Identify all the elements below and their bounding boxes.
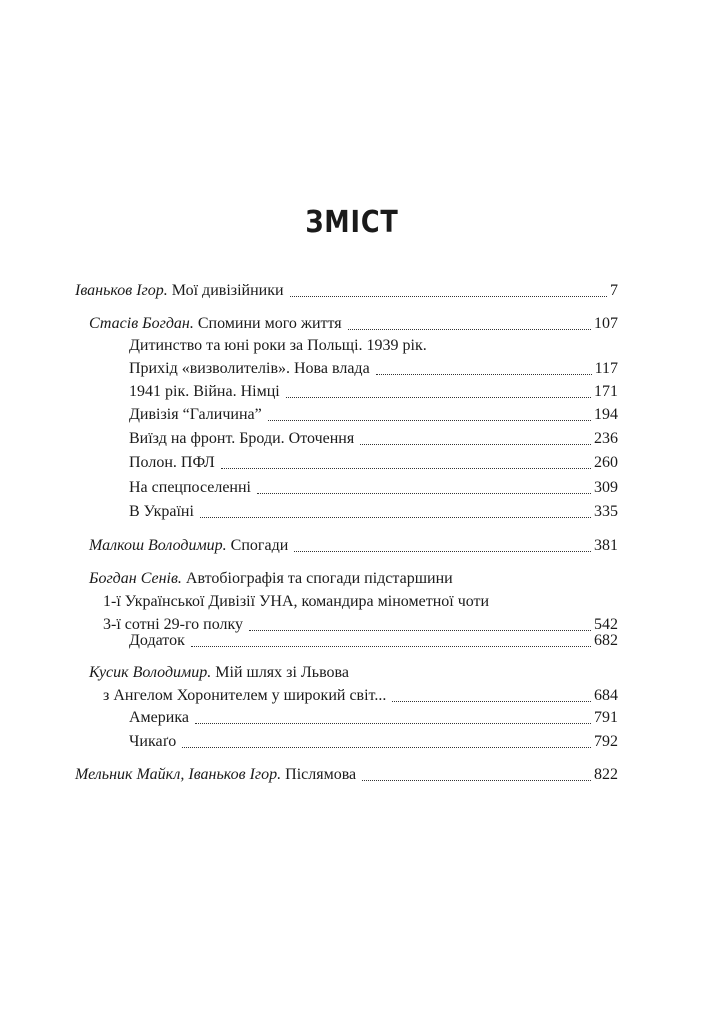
toc-line-text [129,380,280,404]
toc-line-text [103,590,489,614]
toc-title: Додаток [129,632,185,649]
dot-leader [362,763,591,781]
page-number: 335 [594,503,618,520]
toc-author: Мельник Майкл, Іваньков Ігор. [75,766,282,783]
page-number: 7 [610,282,618,299]
page-number: 309 [594,479,618,496]
toc-author: Богдан Сенів. [89,570,182,587]
toc-line-text [129,334,427,358]
toc-line-text [129,357,370,381]
page-number: 381 [594,537,618,554]
toc-entry [89,567,618,636]
toc-title: На спецпоселенні [129,479,251,496]
toc-entry [129,334,618,380]
toc-entry [89,534,618,557]
toc-line-text [75,279,284,303]
toc-entry [129,451,618,474]
toc-line [89,661,618,685]
toc-entry [129,427,618,450]
dot-leader [221,451,591,469]
toc-title: Виїзд на фронт. Броди. Оточення [129,430,355,447]
toc-line-text [129,500,194,524]
toc-line-text [129,730,176,754]
toc-line [129,380,618,404]
toc-title: Америка [129,709,189,726]
toc-title: Полон. ПФЛ [129,454,215,471]
toc-entry [75,279,618,302]
toc-line [75,279,618,303]
toc-line [89,567,618,591]
toc-title: Спогади [230,537,289,554]
toc-author: Стасів Богдан. [89,315,194,332]
toc-line [129,451,618,475]
toc-author: Малкош Володимир. [89,537,227,554]
toc-entry [129,730,618,753]
toc-line-text [103,684,386,708]
toc-entry [129,380,618,403]
toc-title: Спомини мого життя [197,315,342,332]
toc-line [129,730,618,754]
toc-line-text [129,706,189,730]
toc-line [75,763,618,787]
toc-line [129,403,618,427]
page-number: 792 [594,733,618,750]
toc-line [129,500,618,524]
toc-line [103,590,618,614]
toc-title: Дивізія “Галичина” [129,406,262,423]
toc-line-text [129,427,354,451]
dot-leader [200,500,591,518]
toc-line-text [129,629,185,653]
toc-line [129,476,618,500]
dot-leader [290,279,607,297]
page-title: ЗМІСТ [305,205,399,240]
toc-entry [129,500,618,523]
page-number: 171 [594,383,618,400]
toc-line [129,427,618,451]
toc-line-text [129,451,215,475]
dot-leader [376,357,592,375]
toc-entry [75,763,618,786]
toc-line-text [75,763,356,787]
toc-title: Мій шлях зі Львова [215,664,349,681]
toc-line-text [89,661,349,685]
toc-entry [129,629,618,652]
toc-line [103,684,618,708]
dot-leader [257,476,591,494]
toc-line [129,629,618,653]
page-number: 194 [594,406,618,423]
dot-leader [294,534,591,552]
toc-title: Прихід «визволителів». Нова влада [129,360,370,377]
toc-entry [89,661,618,707]
toc-line [89,534,618,558]
page-number: 260 [594,454,618,471]
toc-author: Кусик Володимир. [89,664,212,681]
page-number: 682 [594,632,618,649]
toc-title: Мої дивізійники [171,282,284,299]
toc-title: В Україні [129,503,194,520]
toc-entry [129,476,618,499]
dot-leader [195,706,591,724]
toc-line [129,334,618,358]
dot-leader [268,403,591,421]
toc-line-text [89,312,342,336]
toc-title: Післямова [285,766,357,783]
toc-line [89,312,618,336]
toc-title: 1-ї Української Дивізії УНА, командира мінометної чоти [103,593,490,610]
toc-line [129,357,618,381]
toc-entry [129,706,618,729]
dot-leader [191,629,591,647]
toc-line-text [129,403,262,427]
toc-line [129,706,618,730]
dot-leader [348,312,591,330]
dot-leader [286,380,591,398]
page-number: 236 [594,430,618,447]
toc-line-text [89,534,288,558]
page-number: 542 [594,616,618,633]
toc-line-text [89,567,453,591]
dot-leader [360,427,591,445]
page-number: 822 [594,766,618,783]
toc-title: Чикаґо [129,733,177,750]
page-number: 107 [594,315,618,332]
toc-title: з Ангелом Хоронителем у широкий світ... [103,687,387,704]
toc-title: 3-ї сотні 29-го полку [103,616,244,633]
dot-leader [392,684,591,702]
toc-title: Автобіографія та спогади підстаршини [185,570,453,587]
toc-line-text [129,476,251,500]
toc-title: Дитинство та юні роки за Польщі. 1939 рік. [129,337,427,354]
toc-entry [89,312,618,335]
toc-entry [129,403,618,426]
page-number: 684 [594,687,618,704]
page-number: 791 [594,709,618,726]
dot-leader [182,730,591,748]
page-number: 117 [594,360,618,377]
toc-author: Іваньков Ігор. [75,282,168,299]
toc-title: 1941 рік. Війна. Німці [129,383,280,400]
